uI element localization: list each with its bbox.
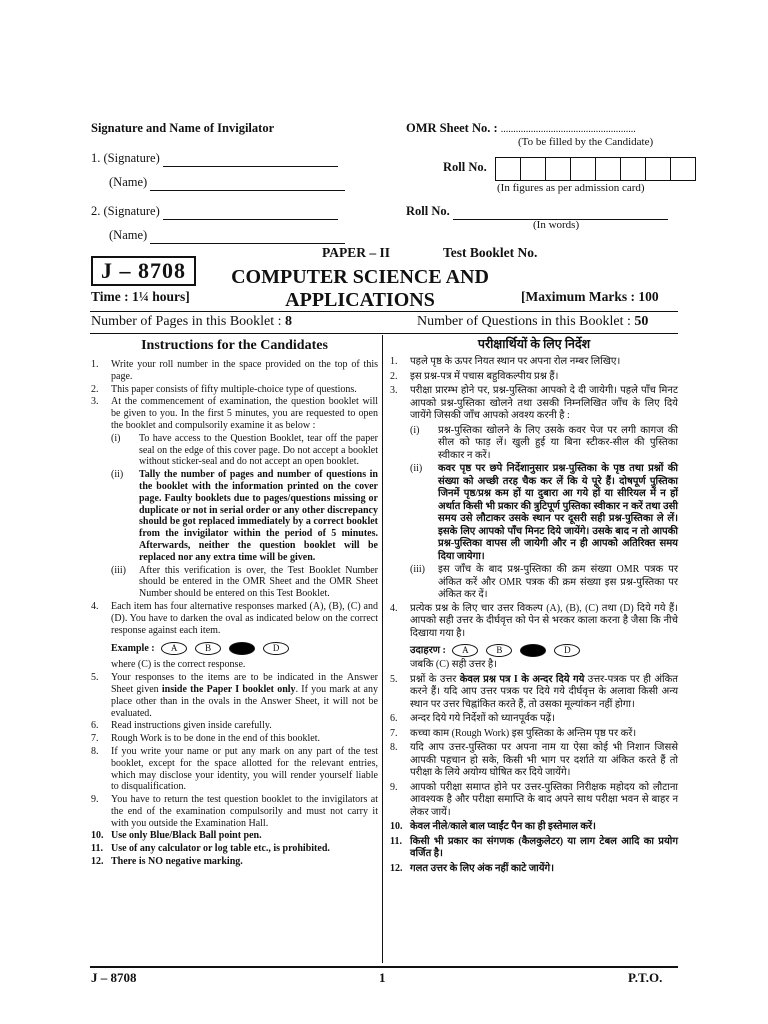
item-text: Write your roll number in the space provided on the top of this page. (111, 359, 378, 382)
english-instructions-heading: Instructions for the Candidates (141, 338, 328, 353)
item-number: 2. (91, 383, 99, 395)
item-text (410, 674, 678, 712)
list-item (91, 396, 378, 431)
footer-code: J – 8708 (91, 970, 137, 985)
item-number: 3. (390, 385, 398, 396)
item-number: 1. (390, 356, 398, 367)
signature-1-row (91, 151, 338, 167)
list-item (390, 742, 678, 780)
answer-oval-c-filled (229, 642, 255, 655)
list-item (390, 385, 678, 423)
item-text: पहले पृष्ठ के ऊपर नियत स्थान पर अपना रोल नम्बर लिखिए। (410, 356, 621, 367)
item-number: 6. (91, 720, 99, 732)
name-1-label: (Name) (109, 175, 148, 189)
list-item (91, 359, 378, 383)
signature-1-label: 1. (Signature) (91, 151, 160, 165)
answer-oval-a: A (161, 642, 187, 655)
item-text: आपको परीक्षा समाप्त होने पर उत्तर-पुस्तिका निरीक्षक महोदय को लौटाना आवश्यक है और परीक्षा समाप्ति के बाद अपने साथ परीक्षा भवन से बाहर न लेकर जायें। (410, 781, 678, 818)
list-item (390, 821, 678, 834)
item-text: Each item has four alternative responses marked (A), (B), (C) and (D). You have to darken the oval as indicated below on the correct response against each item. (111, 600, 378, 636)
name-2-row (109, 228, 345, 244)
omr-label: OMR Sheet No. : (406, 121, 501, 135)
item-number: 3. (91, 396, 99, 408)
item-5-text-bold: inside the Paper I booklet only (161, 683, 296, 695)
item-number: 8. (390, 742, 398, 754)
list-item (390, 836, 678, 861)
item-text: कच्चा काम (Rough Work) इस पुस्तिका के अन्तिम पृष्ठ पर करें। (410, 727, 637, 739)
roll-number-boxes[interactable] (495, 157, 696, 181)
roll-words-field[interactable] (453, 204, 668, 220)
item-text: यदि आप उत्तर-पुस्तिका पर अपना नाम या ऐसा कोई भी निशान जिससे आपकी पहचान हो सके, किसी भी भाग पर दर्शाते या अंकित करते हैं तो परीक्षा के लिये अयोग्य घोषित कर दिये जायेंगे। (410, 742, 678, 779)
omr-note: (To be filled by the Candidate) (518, 136, 654, 148)
roll-words-label: Roll No. (406, 204, 450, 218)
answer-oval-b: B (486, 644, 512, 657)
list-subitem (410, 425, 678, 463)
maximum-marks: [Maximum Marks : 100 (521, 289, 659, 304)
list-subitem (111, 433, 378, 468)
signature-1-field[interactable] (163, 151, 338, 167)
item-number: 4. (91, 600, 99, 612)
list-item (390, 674, 678, 712)
time-allowed: Time : 1¼ hours] (91, 289, 190, 304)
questions-value: 50 (634, 314, 649, 329)
list-subitem (410, 463, 678, 563)
divider-bottom (90, 966, 678, 968)
item-text: प्रश्न-पुस्तिका खोलने के लिए उसके कवर पेज पर लगी कागज की सील को फाड़ लें। खुली हुई या बिना स्टीकर-सील की पुस्तिका स्वीकार न करें। (438, 424, 678, 461)
signature-2-row (91, 204, 338, 220)
item-number: 12. (91, 856, 104, 868)
roll-digit-box[interactable] (645, 157, 670, 181)
list-item (91, 733, 378, 745)
item-number: 7. (91, 733, 99, 745)
invigilator-heading: Signature and Name of Invigilator (91, 121, 275, 135)
item-number: 7. (390, 727, 398, 739)
item-number: 4. (390, 602, 398, 614)
list-item (91, 601, 378, 636)
roll-digit-box[interactable] (620, 157, 645, 181)
item-number: (iii) (410, 564, 425, 575)
example-label: Example : (111, 643, 155, 655)
roll-digit-box[interactable] (595, 157, 620, 181)
item-text: There is NO negative marking. (111, 856, 243, 868)
example-row (111, 642, 378, 655)
name-2-label: (Name) (109, 228, 148, 242)
hindi-instructions-heading: परीक्षार्थियों के लिए निर्देश (477, 337, 591, 351)
item-5-text-bold: केवल प्रश्न पत्र I के अन्दर दिये गये (459, 673, 585, 685)
signature-2-label: 2. (Signature) (91, 204, 160, 218)
item-text: To have access to the Question Booklet, tear off the paper seal on the edge of this cover page. Do not accept a booklet without sticker-seal and do not accept an open booklet. (139, 432, 378, 468)
omr-field[interactable]: ...................................................... (500, 124, 636, 135)
paper-code: J – 8708 (91, 256, 196, 286)
item-number: 11. (390, 835, 402, 847)
example-row (410, 644, 678, 657)
item-number: (ii) (111, 469, 124, 481)
item-number: 9. (390, 781, 398, 793)
roll-digit-box[interactable] (520, 157, 545, 181)
item-text: If you write your name or put any mark on any part of the test booklet, except for the space allotted for the relevant entries, which may disclose your identity, you will render yourself liable to disqualification. (111, 745, 378, 793)
item-number: 11. (91, 843, 103, 855)
divider-mid (90, 333, 678, 334)
divider-top (90, 311, 678, 312)
item-number: 10. (91, 830, 104, 842)
item-text: After this verification is over, the Test Booklet Number should be entered in the OMR Sheet and the OMR Sheet Number should be entered on this Test Booklet. (139, 564, 378, 600)
item-number: (iii) (111, 564, 126, 576)
list-item (91, 746, 378, 793)
item-text: अन्दर दिये गये निर्देशों को ध्यानपूर्वक पढ़ें। (410, 713, 556, 725)
pages-label: Number of Pages in this Booklet : (91, 314, 286, 329)
item-text: Rough Work is to be done in the end of this booklet. (111, 733, 320, 745)
example-note: where (C) is the correct response. (111, 659, 246, 671)
roll-digit-box[interactable] (495, 157, 520, 181)
answer-oval-c-filled (520, 644, 546, 657)
omr-row (406, 121, 636, 136)
item-text (111, 672, 378, 719)
list-item (91, 830, 378, 842)
subject-title-line-1: COMPUTER SCIENCE AND (231, 266, 489, 288)
test-booklet-number-label: Test Booklet No. (443, 245, 538, 260)
pages-count (91, 314, 292, 330)
list-item (390, 603, 678, 641)
item-5-text-c: उत्तर-पत्रक पर ही अंकित करने हैं। यदि आप उत्तर पत्रक पर दिये गये दीर्घवृत्त के अलावा किसी अन्य स्थान पर उत्तर चिह्नांकित करते हैं, तो उसका मूल्यांकन नहीं होगा। (410, 673, 678, 710)
page-number: 1 (379, 970, 386, 985)
item-number: 9. (91, 794, 99, 806)
item-text: इस प्रश्न-पत्र में पचास बहुविकल्पीय प्रश्न हैं। (410, 370, 559, 382)
roll-label: Roll No. (443, 160, 487, 174)
roll-words-note: (In words) (533, 219, 580, 231)
item-text: परीक्षा प्रारम्भ होने पर, प्रश्न-पुस्तिका आपको दे दी जायेगी। पहले पाँच मिनट आपको प्रश्न-पुस्तिका खोलने तथा उसकी निम्नलिखित जाँच के लिए दिये जायेंगे जिसकी जाँच आपको अवश्य करनी है : (410, 385, 678, 421)
roll-digit-box[interactable] (670, 157, 696, 181)
item-number: (ii) (410, 463, 423, 474)
hindi-instructions (390, 337, 678, 877)
item-number: 2. (390, 370, 398, 382)
name-1-field[interactable] (150, 175, 345, 191)
item-text: इस जाँच के बाद प्रश्न-पुस्तिका की क्रम संख्या OMR पत्रक पर अंकित करें और OMR पत्रक की क्रम संख्या इस प्रश्न-पुस्तिका पर अंकित कर दें। (438, 564, 678, 600)
example-note: जबकि (C) सही उत्तर है। (410, 659, 497, 671)
list-item (91, 384, 378, 396)
item-number: (i) (111, 432, 121, 444)
signature-2-field[interactable] (163, 204, 338, 220)
please-turn-over: P.T.O. (628, 970, 663, 985)
questions-label: Number of Questions in this Booklet : (417, 314, 635, 329)
list-item (91, 672, 378, 719)
item-number: 10. (390, 821, 403, 833)
list-item (390, 713, 678, 726)
item-number: 5. (390, 673, 398, 685)
item-text: गलत उत्तर के लिए अंक नहीं काटे जायेंगे। (410, 862, 554, 874)
answer-oval-b: B (195, 642, 221, 655)
list-item (91, 856, 378, 868)
item-text: You have to return the test question booklet to the invigilators at the end of the examination compulsorily and must not carry it with you outside the Examination Hall. (111, 794, 378, 829)
list-item (91, 720, 378, 732)
list-subitem (111, 469, 378, 563)
list-item (390, 371, 678, 384)
list-item (390, 356, 678, 369)
item-text: At the commencement of examination, the question booklet will be given to you. In the first 5 minutes, you are requested to open the booklet and compulsorily examine it as below : (111, 396, 378, 431)
item-number: 1. (91, 359, 99, 370)
item-text: किसी भी प्रकार का संगणक (कैलकुलेटर) या लाग टेबल आदि का प्रयोग वर्जित है। (410, 835, 678, 860)
list-item (390, 782, 678, 820)
item-number: 12. (390, 862, 403, 874)
list-subitem (111, 565, 378, 600)
list-subitem (410, 564, 678, 602)
item-text: Tally the number of pages and number of questions in the booklet with the information printed on the cover page. Faulty booklets due to pages/questions missing or duplicate or not in serial order or any other discrepancy should be got replaced immediately by a correct booklet from the invigilator within the period of 5 minutes. Afterwards, neither the question booklet will be replaced nor any extra time will be given. (139, 469, 378, 563)
item-text: Use only Blue/Black Ball point pen. (111, 830, 262, 842)
example-label: उदाहरण : (410, 644, 446, 656)
pages-value: 8 (285, 314, 293, 329)
roll-note: (In figures as per admission card) (497, 182, 645, 194)
roll-digit-box[interactable] (545, 157, 570, 181)
item-text: Read instructions given inside carefully. (111, 720, 272, 732)
item-text: Use of any calculator or log table etc., is prohibited. (111, 843, 330, 855)
list-item (390, 728, 678, 741)
item-text: कवर पृष्ठ पर छपे निर्देशानुसार प्रश्न-पुस्तिका के पृष्ठ तथा प्रश्नों की संख्या को अच्छी तरह चैक कर लें कि ये पूरे हैं। दोषपूर्ण पुस्तिका जिनमें पृष्ठ/प्रश्न कम हों या दुबारा आ गये हों या सीरियल में न हों अर्थात किसी भी प्रकार की त्रुटिपूर्ण पुस्तिका स्वीकार न करें तथा उसी समय उसे लौटाकर उसके स्थान पर दूसरी सही प्रश्न-पुस्तिका ले लें। इसके लिए आपको पाँच मिनट दिये जायेंगे। उसके बाद न तो आपकी प्रश्न-पुस्तिका वापस ली जायेगी और न ही आपको अतिरिक्त समय दिया जायेगा। (438, 463, 678, 562)
name-2-field[interactable] (150, 228, 345, 244)
item-text: केवल नीले/काले बाल प्वाईंट पैन का ही इस्तेमाल करें। (410, 821, 596, 833)
column-divider (382, 335, 383, 963)
item-text: प्रत्येक प्रश्न के लिए चार उत्तर विकल्प (A), (B), (C) तथा (D) दिये गये हैं। आपको सही उत्तर के दीर्घवृत्त को पेन से भरकर काला करना है जैसा कि नीचे दिखाया गया है। (410, 602, 678, 639)
list-item (91, 794, 378, 829)
item-text: This paper consists of fifty multiple-choice type of questions. (111, 383, 357, 395)
answer-oval-a: A (452, 644, 478, 657)
item-5-text-c: . If you mark at any place other than in the ovals in the Answer Sheet, it will not be evaluated. (111, 683, 378, 719)
item-5-text-a: प्रश्नों के उत्तर (410, 673, 460, 685)
answer-oval-d: D (263, 642, 289, 655)
subject-title-line-2: APPLICATIONS (285, 289, 435, 311)
item-number: 6. (390, 713, 398, 725)
questions-count (417, 314, 648, 330)
item-5-text-a: Your responses to the items are to be indicated in the Answer Sheet given (111, 672, 378, 695)
item-number: 8. (91, 745, 99, 757)
list-item (390, 863, 678, 876)
name-1-row (109, 175, 345, 191)
item-number: (i) (410, 424, 420, 436)
list-item (91, 843, 378, 855)
item-number: 5. (91, 672, 99, 684)
english-instructions (91, 338, 378, 869)
roll-digit-box[interactable] (570, 157, 595, 181)
paper-number: PAPER – II (322, 245, 391, 260)
roll-words-row (406, 204, 668, 220)
answer-oval-d: D (554, 644, 580, 657)
